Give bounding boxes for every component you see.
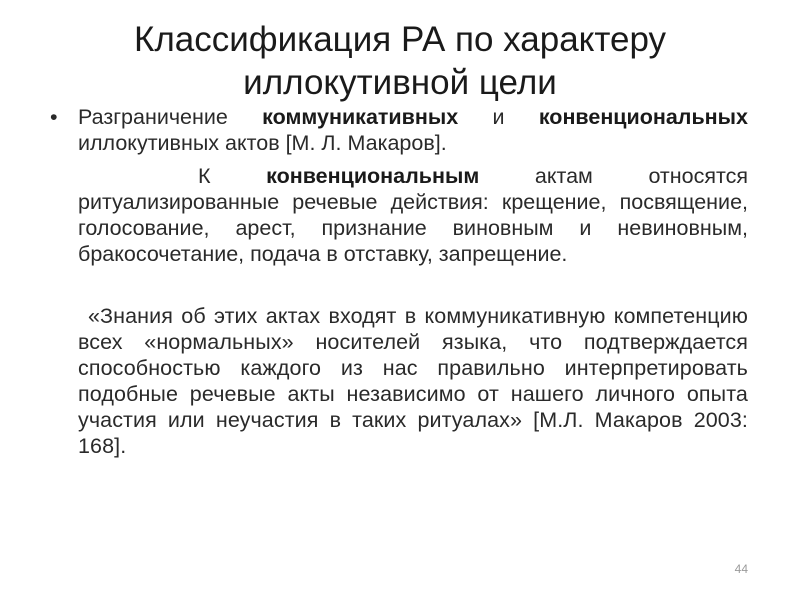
paragraph-quote: «Знания об этих актах входят в коммуникативную компетенцию всех «нормальных» носителей языка, что подтверждается способностью каждого из нас правильно интерпретировать подобные речевые акты независимо от нашего личного опыта участия или неучастия в таких ритуалах» [М.Л. Макаров 2003: 168]. [78,304,748,458]
text-segment: К [198,164,267,188]
slide-title-line-1: Классификация РА по характеру [133,20,667,59]
bullet-icon: • [50,105,58,129]
slide-title [60,18,740,104]
bold-term-communicative: коммуникативных [262,105,459,129]
bold-term-conventional-acts: конвенциональным [266,164,480,188]
text-segment: и [458,105,539,129]
slide-body [78,104,748,459]
bold-term-conventional: конвенциональных [538,105,748,129]
text-segment: актам относятся ритуализированные речевые действия: крещение, посвящение, голосование, арест, признание виновным и невиновным, бракосочетание, подача в отставку, запрещение. [78,164,748,266]
slide-title-line-2: иллокутивной цели [243,63,557,102]
page-number: 44 [734,562,748,576]
paragraph-distinction [78,104,748,156]
text-segment: иллокутивных актов [М. Л. Макаров]. [78,131,447,155]
paragraph-conventional-acts [78,163,748,267]
text-segment: Разграничение [78,105,263,129]
